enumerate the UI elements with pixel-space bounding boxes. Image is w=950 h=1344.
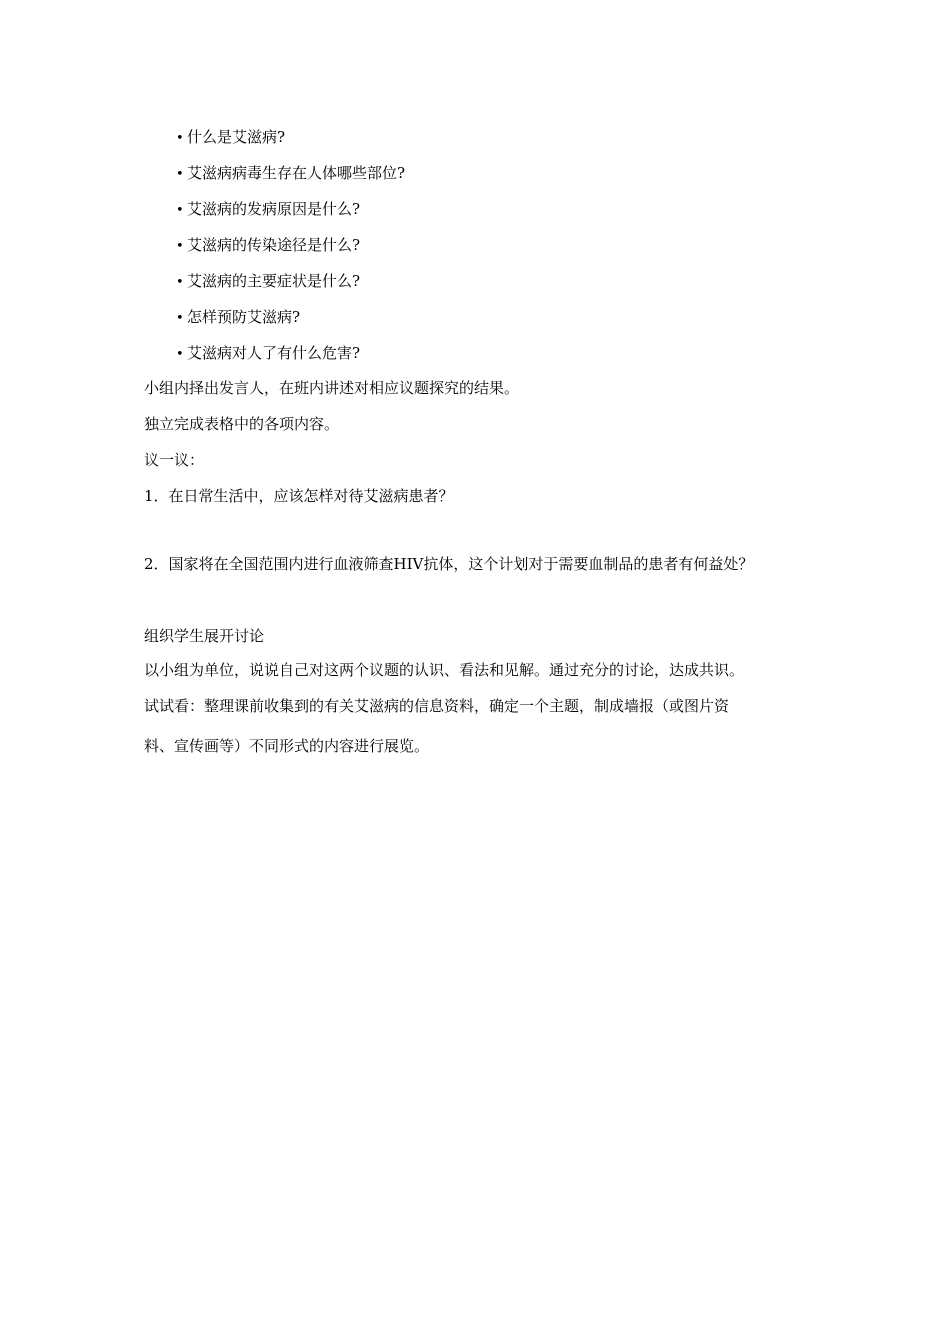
- paragraph-try-line-2: 料、宣传画等）不同形式的内容进行展览。: [144, 737, 430, 755]
- section-heading-discuss: 议一议：: [144, 451, 205, 469]
- bullet-icon: •: [176, 311, 184, 326]
- list-item: [176, 306, 405, 342]
- bullet-text: 艾滋病病毒生存在人体哪些部位?: [187, 164, 406, 182]
- paragraph-try-line-1: 试试看：整理课前收集到的有关艾滋病的信息资料，确定一个主题，制成墙报（或图片资: [144, 697, 730, 715]
- bullet-text: 怎样预防艾滋病?: [187, 308, 301, 326]
- discussion-question-1: 1．在日常生活中，应该怎样对待艾滋病患者？: [144, 487, 454, 505]
- bullet-text: 艾滋病的传染途径是什么?: [187, 236, 361, 254]
- list-item: [176, 234, 405, 270]
- paragraph-group-consensus: 以小组为单位，说说自己对这两个议题的认识、看法和见解。通过充分的讨论，达成共识。: [144, 661, 745, 679]
- bullet-icon: •: [176, 131, 184, 146]
- list-item: [176, 126, 405, 162]
- bullet-icon: •: [176, 347, 184, 362]
- bullet-text: 艾滋病的发病原因是什么?: [187, 200, 361, 218]
- discussion-question-2: 2．国家将在全国范围内进行血液筛查HIV抗体，这个计划对于需要血制品的患者有何益处？: [144, 555, 754, 573]
- paragraph-table-task: 独立完成表格中的各项内容。: [144, 415, 340, 433]
- paragraph-organize: 组织学生展开讨论: [144, 627, 265, 645]
- bullet-icon: •: [176, 275, 184, 290]
- bullet-text: 艾滋病的主要症状是什么?: [187, 272, 361, 290]
- list-item: [176, 342, 405, 378]
- bullet-text: 什么是艾滋病?: [187, 128, 286, 146]
- question-bullet-list: [176, 126, 405, 378]
- bullet-icon: •: [176, 203, 184, 218]
- bullet-icon: •: [176, 239, 184, 254]
- bullet-icon: •: [176, 167, 184, 182]
- list-item: [176, 270, 405, 306]
- list-item: [176, 162, 405, 198]
- paragraph-speaker: 小组内择出发言人，在班内讲述对相应议题探究的结果。: [144, 379, 520, 397]
- list-item: [176, 198, 405, 234]
- bullet-text: 艾滋病对人了有什么危害?: [187, 344, 361, 362]
